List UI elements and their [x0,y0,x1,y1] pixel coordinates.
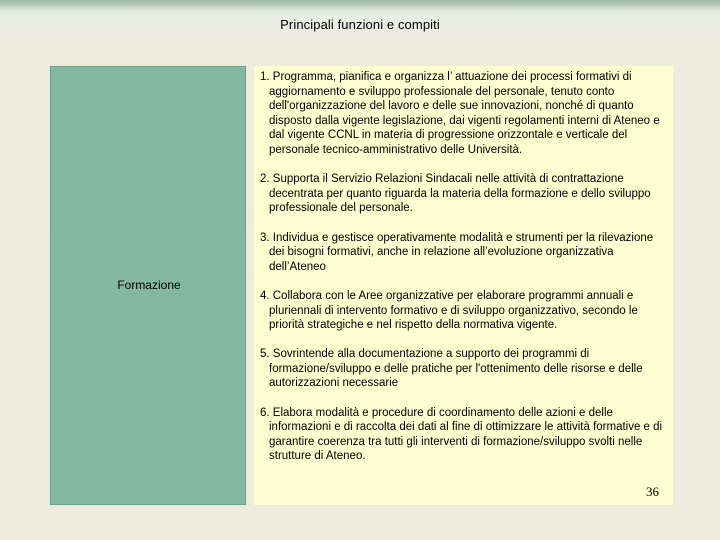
duty-item-2: 2. Supporta il Servizio Relazioni Sindacali nelle attività di contrattazione decentrata per quanto riguarda la materia della formazione e dello sviluppo professionale del personale. [260,173,651,215]
duty-item-4: 4. Collabora con le Aree organizzative per elaborare programmi annuali e pluriennali di intervento formativo e di sviluppo organizzativo, secondo le priorità strategiche e nel rispetto della normativa vigente. [260,289,638,332]
category-panel [50,66,246,505]
duties-list [260,70,670,464]
duty-item-6: 6. Elabora modalità e procedure di coordinamento delle azioni e delle informazioni e di raccolta dei dati al fine di ottimizzare le attività formative e di garantire coerenza tra tutti gli interventi di formazione/sviluppo svolti nelle strutture di Ateneo. [260,406,663,463]
duty-item-1: 1. Programma, pianifica e organizza l’ attuazione dei processi formativi di aggiornamento e sviluppo professionale del personale, tenuto conto dell'organizzazione del lavoro e delle sue innovazioni, nonché di quanto disposto dalla vigente legislazione, dai vigenti regolamenti interni di Ateneo e dal vigente CCNL in materia di progressione orizzontale e verticale del personale tecnico-amministrativo delle Università. [260,71,660,156]
category-label: Formazione [117,278,181,292]
duty-item-5: 5. Sovrintende alla documentazione a supporto dei programmi di formazione/sviluppo e delle pratiche per l'ottenimento delle risorse e delle autorizzazioni necessarie [260,348,643,390]
page-number: 36 [646,484,659,499]
duty-item-3: 3. Individua e gestisce operativamente modalità e strumenti per la rilevazione dei bisogni formativi, anche in relazione all’evoluzione organizzativa dell’Ateneo [260,231,654,273]
slide-title: Principali funzioni e compiti [280,17,440,32]
duties-panel [254,66,673,505]
top-decorative-band [0,0,720,10]
